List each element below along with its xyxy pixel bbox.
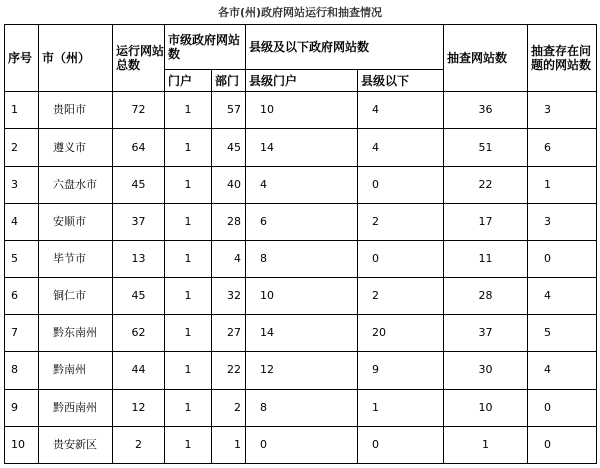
row-city-dept: 45 bbox=[212, 129, 246, 166]
row-total: 44 bbox=[113, 352, 165, 389]
row-index: 8 bbox=[5, 352, 39, 389]
row-city-portal: 1 bbox=[165, 129, 212, 166]
row-county-portal: 14 bbox=[246, 315, 358, 352]
row-index: 1 bbox=[5, 92, 39, 129]
row-city-dept: 22 bbox=[212, 352, 246, 389]
row-county-portal: 12 bbox=[246, 352, 358, 389]
row-city-portal: 1 bbox=[165, 389, 212, 426]
table-row bbox=[5, 426, 597, 463]
row-sampled: 51 bbox=[444, 129, 528, 166]
row-problem: 0 bbox=[528, 240, 597, 277]
row-city: 六盘水市 bbox=[39, 166, 113, 203]
row-total: 2 bbox=[113, 426, 165, 463]
header-county-level: 县级及以下政府网站数 bbox=[246, 25, 444, 70]
row-county-portal: 8 bbox=[246, 389, 358, 426]
row-index: 4 bbox=[5, 203, 39, 240]
row-sampled: 10 bbox=[444, 389, 528, 426]
row-total: 45 bbox=[113, 166, 165, 203]
row-city-portal: 1 bbox=[165, 240, 212, 277]
row-total: 12 bbox=[113, 389, 165, 426]
header-city-dept: 部门 bbox=[212, 70, 246, 92]
header-county-portal: 县级门户 bbox=[246, 70, 358, 92]
row-county-portal: 8 bbox=[246, 240, 358, 277]
row-city-portal: 1 bbox=[165, 166, 212, 203]
row-city: 贵安新区 bbox=[39, 426, 113, 463]
row-city-portal: 1 bbox=[165, 203, 212, 240]
row-below-county: 2 bbox=[358, 278, 444, 315]
row-below-county: 0 bbox=[358, 166, 444, 203]
row-city-portal: 1 bbox=[165, 278, 212, 315]
row-problem: 4 bbox=[528, 352, 597, 389]
row-below-county: 0 bbox=[358, 426, 444, 463]
row-city: 毕节市 bbox=[39, 240, 113, 277]
row-city-dept: 2 bbox=[212, 389, 246, 426]
row-city: 贵阳市 bbox=[39, 92, 113, 129]
row-total: 72 bbox=[113, 92, 165, 129]
row-problem: 3 bbox=[528, 203, 597, 240]
row-total: 37 bbox=[113, 203, 165, 240]
row-index: 9 bbox=[5, 389, 39, 426]
row-problem: 3 bbox=[528, 92, 597, 129]
table-row bbox=[5, 315, 597, 352]
table-row bbox=[5, 92, 597, 129]
row-city-dept: 1 bbox=[212, 426, 246, 463]
row-city: 安顺市 bbox=[39, 203, 113, 240]
row-index: 10 bbox=[5, 426, 39, 463]
table-row bbox=[5, 166, 597, 203]
row-sampled: 11 bbox=[444, 240, 528, 277]
table-caption: 各市(州)政府网站运行和抽查情况 bbox=[217, 6, 383, 19]
row-city-portal: 1 bbox=[165, 352, 212, 389]
row-city-dept: 40 bbox=[212, 166, 246, 203]
row-problem: 5 bbox=[528, 315, 597, 352]
header-city: 市（州） bbox=[39, 25, 113, 92]
table-row bbox=[5, 203, 597, 240]
table-row bbox=[5, 352, 597, 389]
row-sampled: 22 bbox=[444, 166, 528, 203]
row-problem: 0 bbox=[528, 426, 597, 463]
row-city-dept: 28 bbox=[212, 203, 246, 240]
row-below-county: 4 bbox=[358, 92, 444, 129]
row-sampled: 1 bbox=[444, 426, 528, 463]
row-county-portal: 14 bbox=[246, 129, 358, 166]
table-row bbox=[5, 278, 597, 315]
row-city: 遵义市 bbox=[39, 129, 113, 166]
row-county-portal: 10 bbox=[246, 278, 358, 315]
table-row bbox=[5, 240, 597, 277]
row-sampled: 37 bbox=[444, 315, 528, 352]
row-city-portal: 1 bbox=[165, 426, 212, 463]
row-index: 2 bbox=[5, 129, 39, 166]
row-below-county: 9 bbox=[358, 352, 444, 389]
row-county-portal: 4 bbox=[246, 166, 358, 203]
row-city-portal: 1 bbox=[165, 92, 212, 129]
websites-table bbox=[4, 24, 597, 464]
row-total: 45 bbox=[113, 278, 165, 315]
row-index: 6 bbox=[5, 278, 39, 315]
row-total: 64 bbox=[113, 129, 165, 166]
row-index: 7 bbox=[5, 315, 39, 352]
table-row bbox=[5, 129, 597, 166]
row-sampled: 36 bbox=[444, 92, 528, 129]
table-row bbox=[5, 389, 597, 426]
row-total: 62 bbox=[113, 315, 165, 352]
row-county-portal: 6 bbox=[246, 203, 358, 240]
row-city-portal: 1 bbox=[165, 315, 212, 352]
row-sampled: 28 bbox=[444, 278, 528, 315]
row-city: 黔东南州 bbox=[39, 315, 113, 352]
row-total: 13 bbox=[113, 240, 165, 277]
row-city: 黔西南州 bbox=[39, 389, 113, 426]
row-city: 铜仁市 bbox=[39, 278, 113, 315]
row-below-county: 2 bbox=[358, 203, 444, 240]
row-problem: 1 bbox=[528, 166, 597, 203]
row-county-portal: 0 bbox=[246, 426, 358, 463]
header-total: 运行网站总数 bbox=[113, 25, 165, 92]
header-city-portal: 门户 bbox=[165, 70, 212, 92]
row-problem: 4 bbox=[528, 278, 597, 315]
row-city-dept: 32 bbox=[212, 278, 246, 315]
row-below-county: 1 bbox=[358, 389, 444, 426]
row-index: 3 bbox=[5, 166, 39, 203]
row-sampled: 30 bbox=[444, 352, 528, 389]
row-city: 黔南州 bbox=[39, 352, 113, 389]
row-city-dept: 4 bbox=[212, 240, 246, 277]
row-city-dept: 57 bbox=[212, 92, 246, 129]
header-city-level: 市级政府网站数 bbox=[165, 25, 246, 70]
row-below-county: 4 bbox=[358, 129, 444, 166]
row-problem: 0 bbox=[528, 389, 597, 426]
row-below-county: 20 bbox=[358, 315, 444, 352]
header-index: 序号 bbox=[5, 25, 39, 92]
header-sampled: 抽查网站数 bbox=[444, 25, 528, 92]
header-problem: 抽查存在问题的网站数 bbox=[528, 25, 597, 92]
row-index: 5 bbox=[5, 240, 39, 277]
row-county-portal: 10 bbox=[246, 92, 358, 129]
row-below-county: 0 bbox=[358, 240, 444, 277]
row-city-dept: 27 bbox=[212, 315, 246, 352]
header-below-county: 县级以下 bbox=[358, 70, 444, 92]
row-sampled: 17 bbox=[444, 203, 528, 240]
row-problem: 6 bbox=[528, 129, 597, 166]
